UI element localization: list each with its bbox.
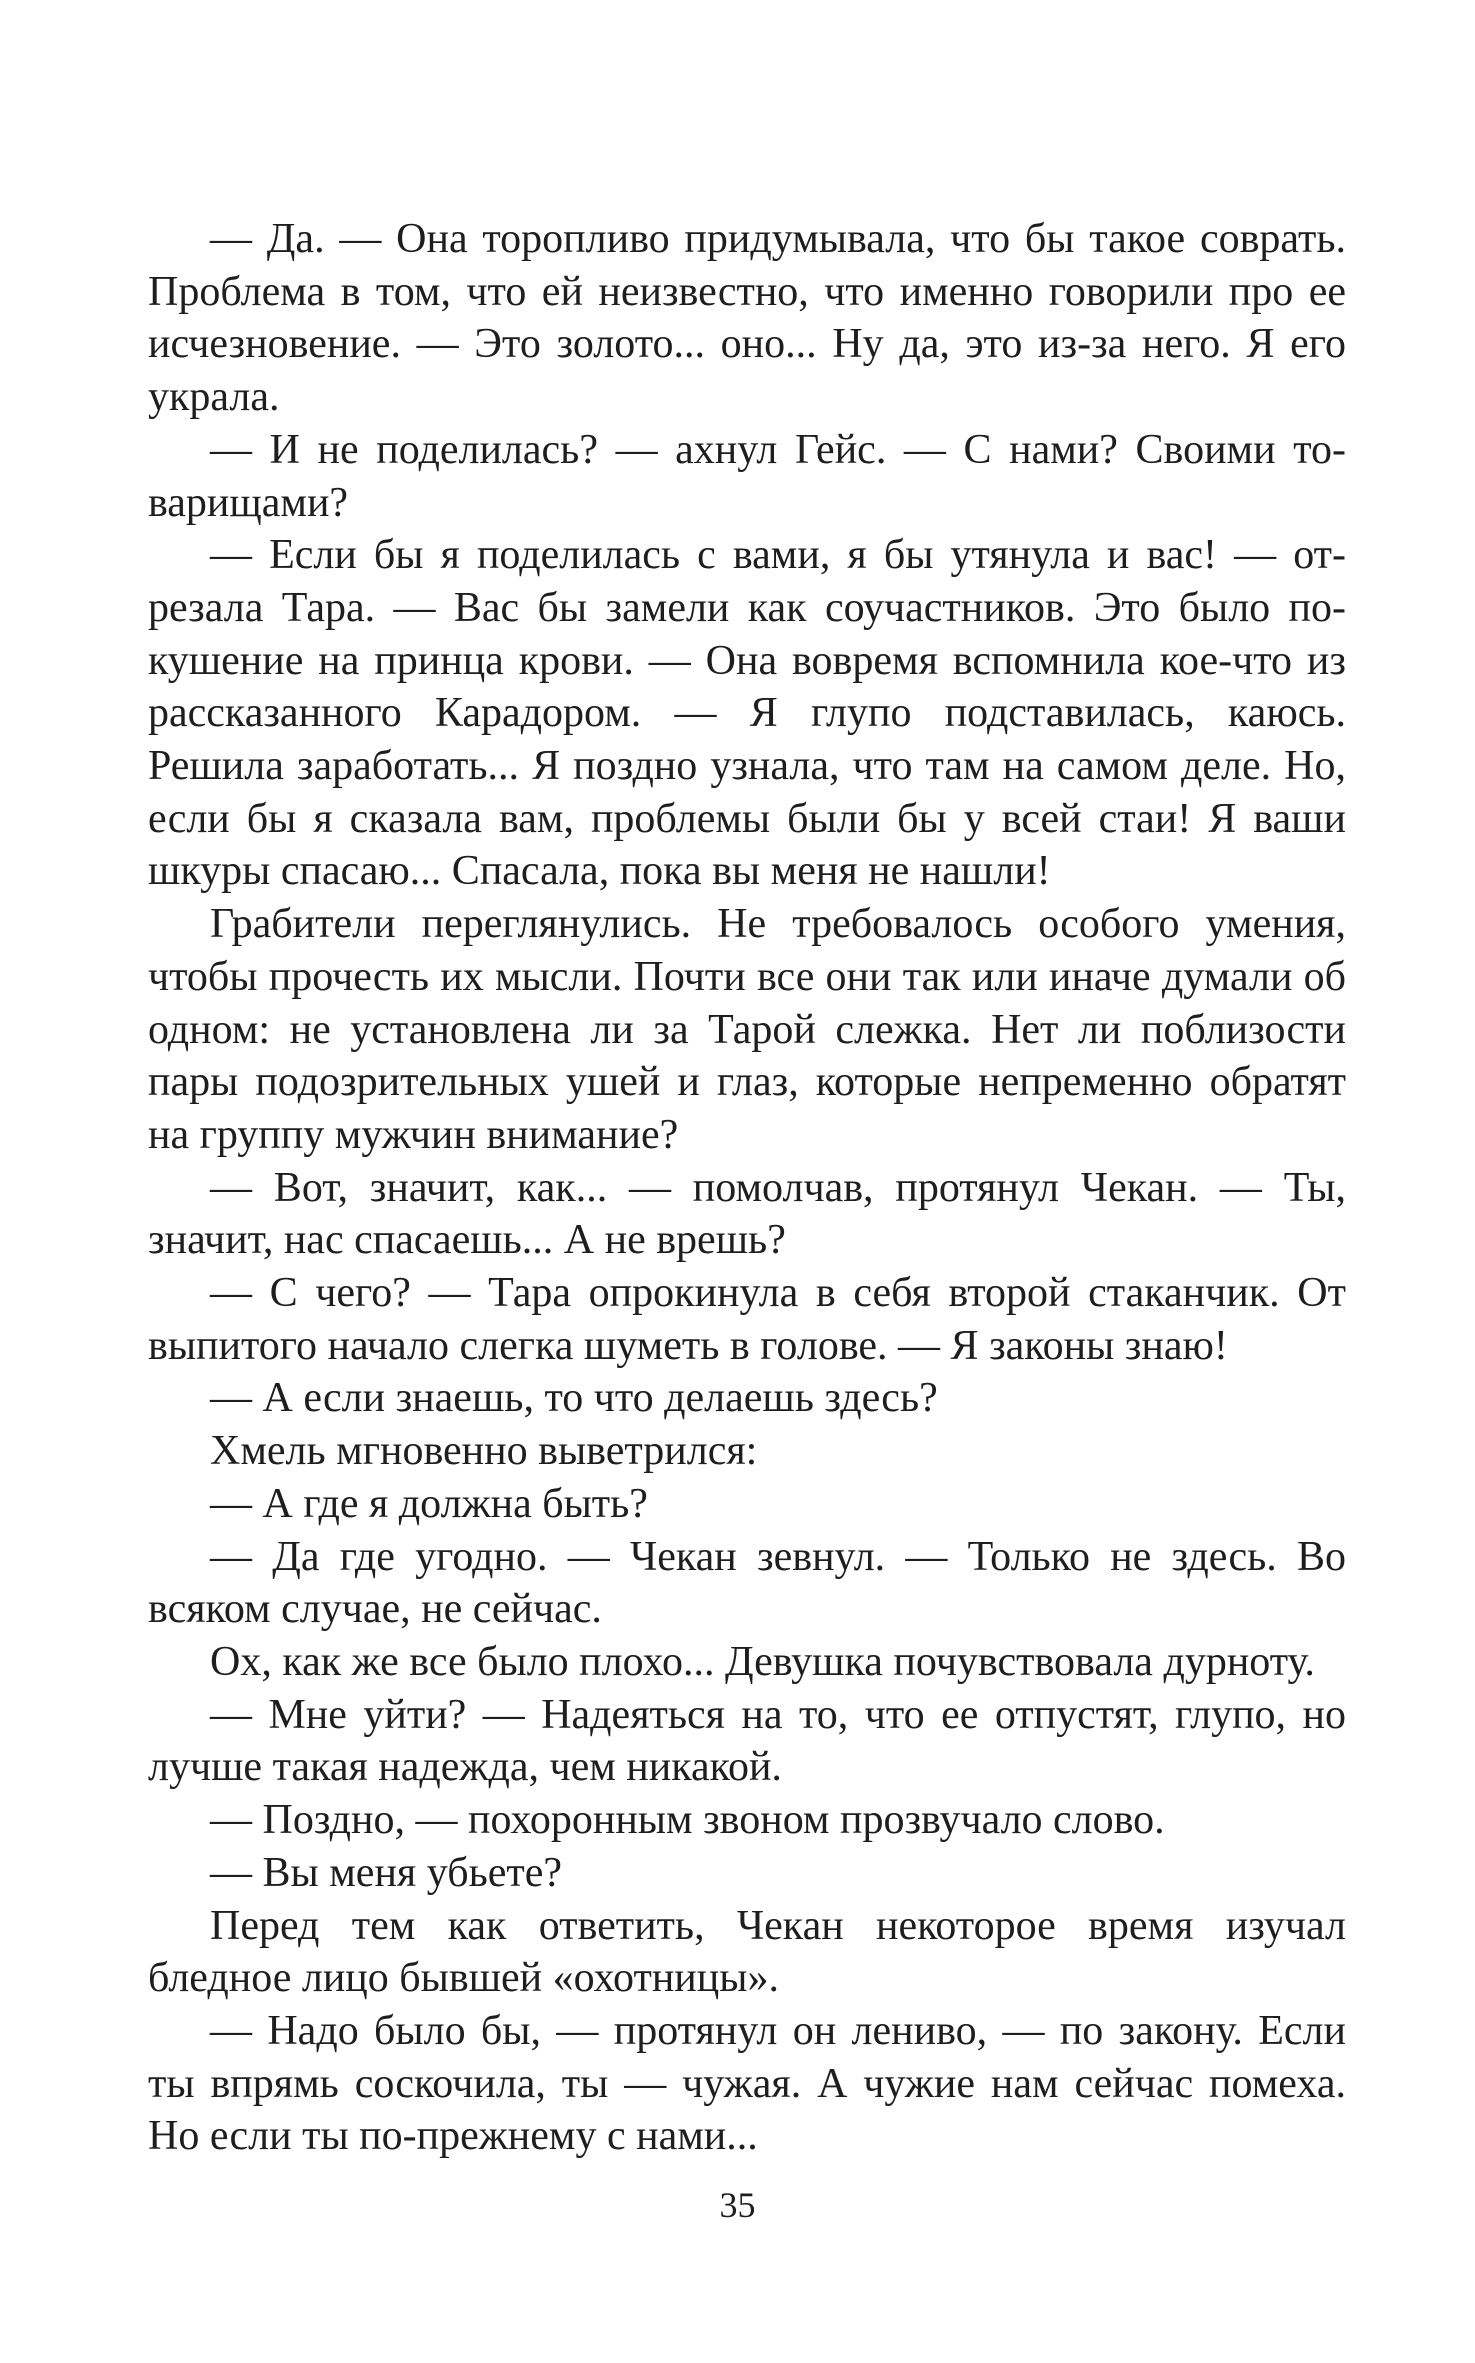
paragraph: Хмель мгновенно выветрился: — [210, 1428, 758, 1475]
paragraph: Грабители переглянулись. Не требовалось особого умения, чтобы прочесть их мысли. Почти все они так или иначе думали об одном: не установлена ли за Тарой слежка. Нет ли поблизости пары подозрительных ушей и глаз, которые непременно обратят на группу мужчин внимание? — [148, 901, 1346, 1158]
paragraph: — Да где угодно. — Чекан зевнул. — Только не здесь. Во всяком случае, не сейчас. — [148, 1533, 1346, 1633]
paragraph: — Поздно, — похоронным звоном прозвучало слово. — [210, 1797, 1165, 1844]
paragraph: Ох, как же все было плохо... Девушка почувствовала дурноту. — [210, 1638, 1315, 1685]
paragraph: — Если бы я поделилась с вами, я бы утянула и вас! — отрезала Тара. — Вас бы замели как соучастников. Это было покушение на принца крови. — Она вовремя вспомнила кое-что из рассказанного Карадором. — Я глупо подставилась, каюсь. Решила заработать... Я поздно узнала, что там на самом деле. Но, если бы я сказала вам, проблемы были бы у всей стаи! Я ваши шкуры спасаю... Спасала, пока вы меня не нашли! — [148, 532, 1346, 895]
page-number: 35 — [719, 2185, 756, 2225]
paragraph: — Вот, значит, как... — помолчав, протянул Чекан. — Ты, значит, нас спасаешь... А не врешь? — [148, 1164, 1346, 1264]
page-body — [148, 213, 1346, 2163]
paragraph: Перед тем как ответить, Чекан некоторое время изучал бледное лицо бывшей «охотницы». — [148, 1902, 1346, 2002]
paragraph: — С чего? — Тара опрокинула в себя второй стаканчик. От выпитого начало слегка шуметь в голове. — Я законы знаю! — [148, 1270, 1346, 1369]
paragraph: — А если знаешь, то что делаешь здесь? — [210, 1375, 938, 1422]
paragraph: — Да. — Она торопливо придумывала, что бы такое соврать. Проблема в том, что ей неизвестно, что именно говорили про ее исчезновение. — Это золото... оно... Ну да, это из-за него. Я его украла. — [148, 216, 1346, 421]
paragraph: — Надо было бы, — протянул он лениво, — по закону. Если ты впрямь соскочила, ты — чужая. А чужие нам сейчас помеха. Но если ты по-прежнему с нами... — [148, 2007, 1346, 2160]
paragraph: — И не поделилась? — ахнул Гейс. — С нами? Своими товарищами? — [148, 426, 1346, 526]
paragraph: — А где я должна быть? — [210, 1480, 648, 1527]
paragraph: — Вы меня убьете? — [210, 1849, 562, 1896]
paragraph: — Мне уйти? — Надеяться на то, что ее отпустят, глупо, но лучше такая надежда, чем никакой. — [148, 1691, 1346, 1791]
